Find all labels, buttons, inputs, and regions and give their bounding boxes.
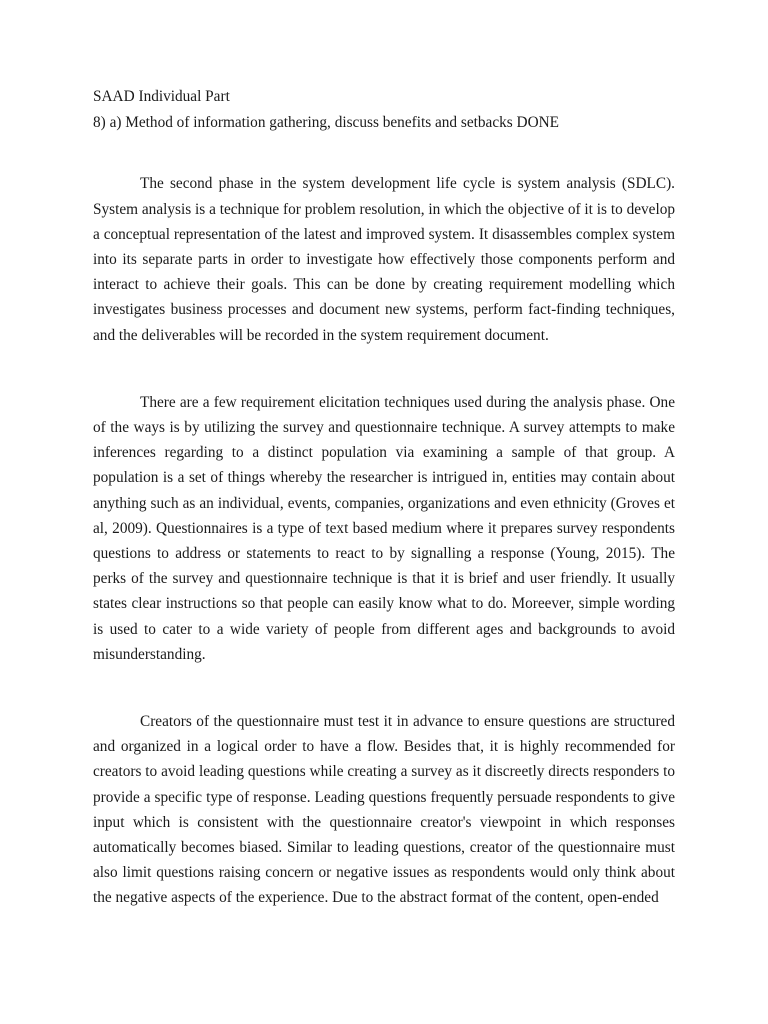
paragraph-questionnaire-design: Creators of the questionnaire must test it in advance to ensure questions are structured and organized in a logical order to have a flow. Besides that, it is highly recommended for creators to avoid leading questions while creating a survey as it discreetly directs responders to provide a specific type of response. Leading questions frequently persuade respondents to give input which is consistent with the questionnaire creator's viewpoint in which responses automatically becomes biased. Similar to leading questions, creator of the questionnaire must also limit questions raising concern or negative issues as respondents would only think about the negative aspects of the experience. Due to the abstract format of the content, open-ended xyxy=(93,713,675,907)
document-title: SAAD Individual Part xyxy=(93,88,230,105)
question-heading: 8) a) Method of information gathering, discuss benefits and setbacks DONE xyxy=(93,114,560,132)
paragraph-system-analysis: The second phase in the system development life cycle is system analysis (SDLC). System analysis is a technique for problem resolution, in which the objective of it is to develop a conceptual representation of the latest and improved system. It disassembles complex system into its separate parts in order to investigate how effectively those components perform and interact to achieve their goals. This can be done by creating requirement modelling which investigates business processes and document new systems, perform fact-finding techniques, and the deliverables will be recorded in the system requirement document. xyxy=(93,175,675,344)
paragraph-survey-technique: There are a few requirement elicitation techniques used during the analysis phase. One of the ways is by utilizing the survey and questionnaire technique. A survey attempts to make inferences regarding to a distinct population via examining a sample of that group. A population is a set of things whereby the researcher is intrigued in, entities may contain about anything such as an individual, events, companies, organizations and even ethnicity (Groves et al, 2009). Questionnaires is a type of text based medium where it prepares survey respondents questions to address or statements to react to by signalling a response (Young, 2015). The perks of the survey and questionnaire technique is that it is brief and user friendly. It usually states clear instructions so that people can easily know what to do. Moreever, simple wording is used to cater to a wide variety of people from different ages and backgrounds to avoid misunderstanding. xyxy=(93,393,675,663)
document-page xyxy=(93,84,675,911)
